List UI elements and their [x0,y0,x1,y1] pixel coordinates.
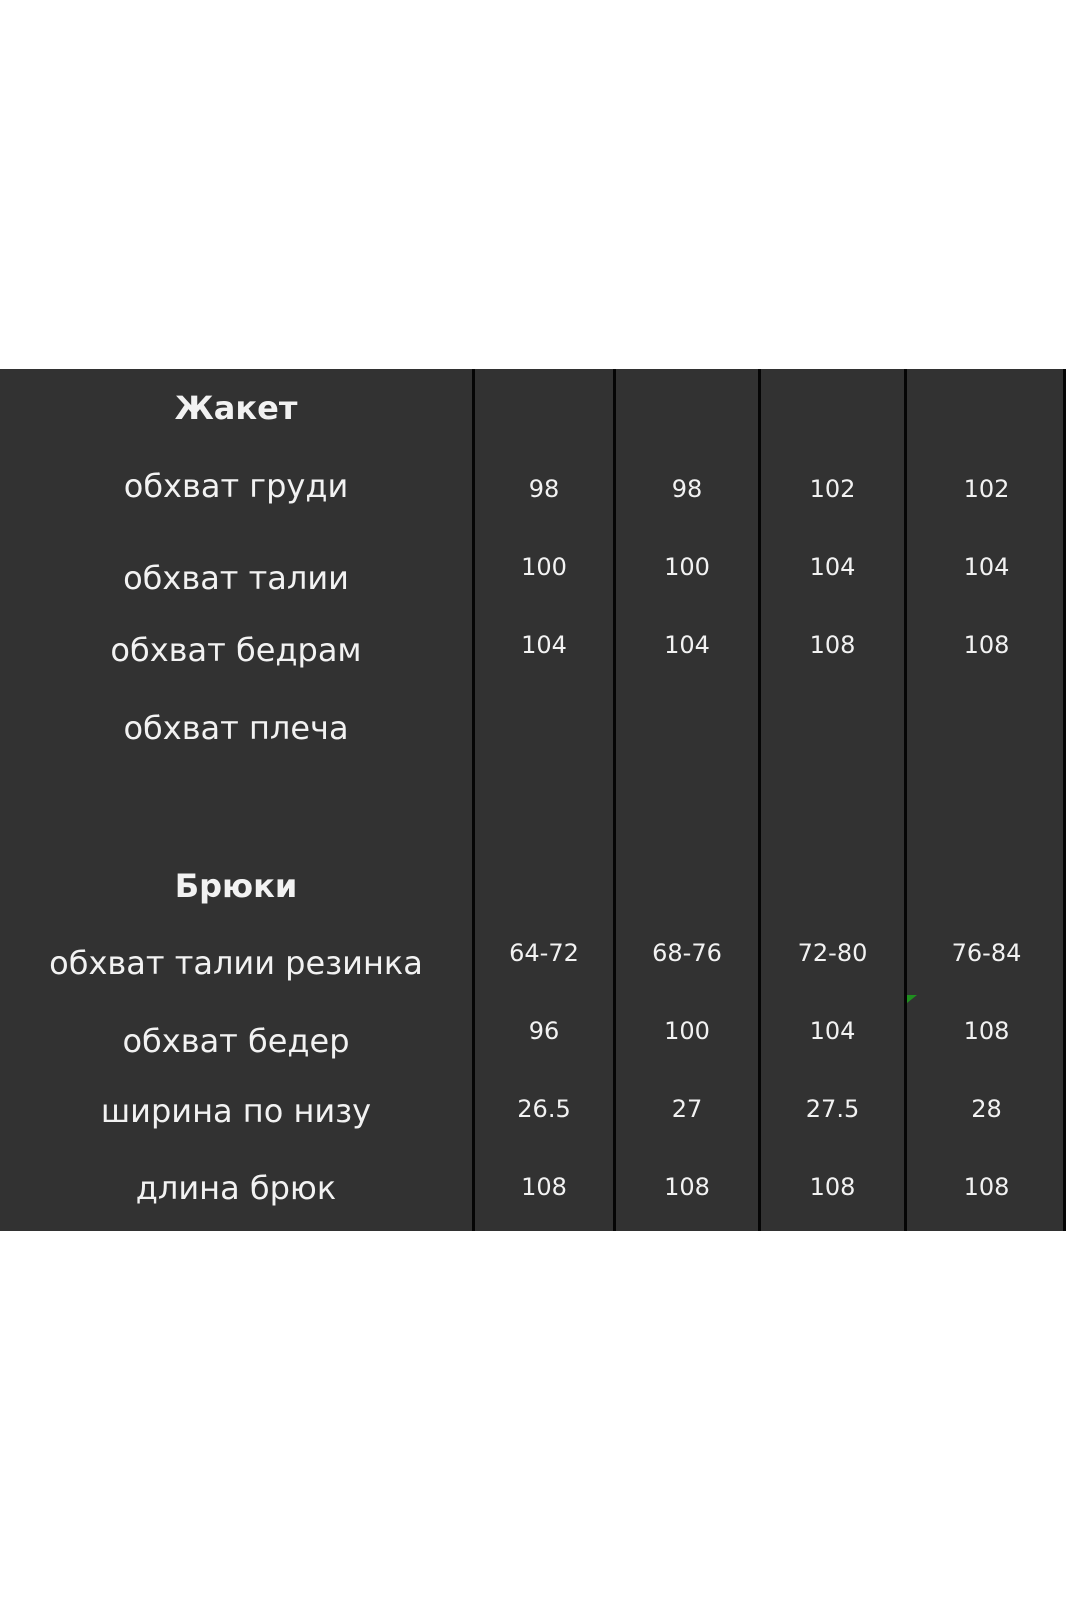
jacket-heading: Жакет [174,389,298,427]
cell-trouser-hips-size1: 96 [528,1017,560,1045]
cell-hips-size3: 108 [809,631,856,659]
cell-elastic-waist-size3: 72-80 [797,939,868,967]
cell-trouser-length-size1: 108 [521,1173,567,1201]
cell-hem-width-size4: 28 [971,1095,1002,1123]
cell-hips-size1: 104 [521,631,567,659]
cell-trouser-length-size3: 108 [809,1173,856,1201]
cell-elastic-waist-size1: 64-72 [509,939,579,967]
cell-elastic-waist-size2: 68-76 [652,939,722,967]
green-corner-mark [907,995,917,1003]
row-label-chest: обхват груди [123,467,349,505]
row-label-shoulder: обхват плеча [123,709,349,747]
cell-waist-size2: 100 [664,553,710,581]
cell-waist-size4: 104 [963,553,1010,581]
row-label-elastic-waist: обхват талии резинка [49,944,423,982]
cell-chest-size4: 102 [963,475,1010,503]
cell-hips-size4: 108 [963,631,1010,659]
cell-trouser-length-size4: 108 [963,1173,1010,1201]
cell-trouser-hips-size3: 104 [809,1017,856,1045]
cell-waist-size1: 100 [521,553,567,581]
cell-elastic-waist-size4: 76-84 [951,939,1022,967]
cell-waist-size3: 104 [809,553,856,581]
row-label-hips: обхват бедрам [110,631,362,669]
size-table [0,369,1066,1231]
cell-hem-width-size2: 27 [671,1095,703,1123]
cell-chest-size2: 98 [671,475,703,503]
cell-chest-size3: 102 [809,475,856,503]
trousers-heading: Брюки [174,867,298,905]
cell-trouser-hips-size2: 100 [664,1017,710,1045]
cell-hem-width-size3: 27.5 [805,1095,860,1123]
cell-chest-size1: 98 [528,475,560,503]
row-label-waist: обхват талии [123,559,349,597]
row-label-hem-width: ширина по низу [100,1092,372,1130]
row-label-trouser-length: длина брюк [135,1169,337,1207]
row-label-trouser-hips: обхват бедер [122,1022,350,1060]
cell-trouser-hips-size4: 108 [963,1017,1010,1045]
cell-hem-width-size1: 26.5 [517,1095,571,1123]
cell-trouser-length-size2: 108 [664,1173,710,1201]
cell-hips-size2: 104 [664,631,710,659]
